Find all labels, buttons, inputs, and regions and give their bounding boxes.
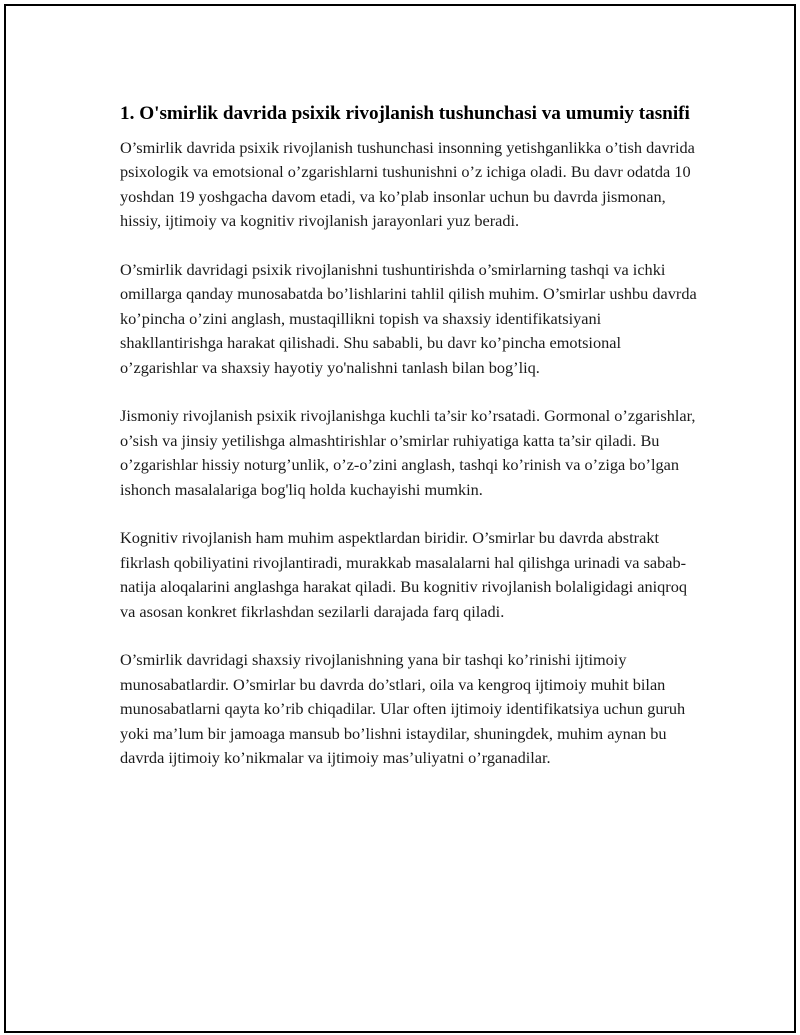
paragraph-2: O’smirlik davridagi psixik rivojlanishni tushuntirishda o’smirlarning tashqi va ichki omillarga qanday munosabatda bo’lishlarini tahlil qilish muhim. O’smirlar ushbu davrda ko’pincha o’zini anglash, mustaqillikni topish va shaxsiy identifikatsiyani shakllantirishga harakat qilishadi. Shu sababli, bu davr ko’pincha emotsional o’zgarishlar va shaxsiy hayotiy yo'nalishni tanlash bilan bog’liq. xyxy=(120,260,697,377)
paragraph-3: Jismoniy rivojlanish psixik rivojlanishga kuchli ta’sir ko’rsatadi. Gormonal o’zgarishlar, o’sish va jinsiy yetilishga almashtirishlar o’smirlar ruhiyatiga katta ta’sir qiladi. Bu o’zgarishlar hissiy noturg’unlik, o’z-o’zini anglash, tashqi ko’rinish va o’ziga bo’lgan ishonch masalalariga bog'liq holda kuchayishi mumkin. xyxy=(120,406,696,499)
paragraph-4: Kognitiv rivojlanish ham muhim aspektlardan biridir. O’smirlar bu davrda abstrakt fikrlash qobiliyatini rivojlantiradi, murakkab masalalarni hal qilishga urinadi va sabab-natija aloqalarini anglashga harakat qiladi. Bu kognitiv rivojlanish bolaligidagi aniqroq va asosan konkret fikrlashdan sezilarli darajada farq qiladi. xyxy=(120,528,687,621)
document-body xyxy=(120,100,700,771)
paragraph-5: O’smirlik davridagi shaxsiy rivojlanishning yana bir tashqi ko’rinishi ijtimoiy munosabatlardir. O’smirlar bu davrda do’stlari, oila va kengroq ijtimoiy muhit bilan munosabatlarni qayta ko’rib chiqadilar. Ular often ijtimoiy identifikatsiya uchun guruh yoki ma’lum bir jamoaga mansub bo’lishni istaydilar, shuningdek, muhim aynan bu davrda ijtimoiy ko’nikmalar va ijtimoiy mas’uliyatni o’rganadilar. xyxy=(120,650,686,768)
section-heading: 1. O'smirlik davrida psixik rivojlanish tushunchasi va umumiy tasnifi xyxy=(120,103,690,124)
page-frame xyxy=(4,4,796,1033)
paragraph-1: O’smirlik davrida psixik rivojlanish tushunchasi insonning yetishganlikka o’tish davrida psixologik va emotsional o’zgarishlarni tushunishni o’z ichiga oladi. Bu davr odatda 10 yoshdan 19 yoshgacha davom etadi, va ko’plab insonlar uchun bu davrda jismonan, hissiy, ijtimoiy va kognitiv rivojlanish jarayonlari yuz beradi. xyxy=(120,138,695,231)
